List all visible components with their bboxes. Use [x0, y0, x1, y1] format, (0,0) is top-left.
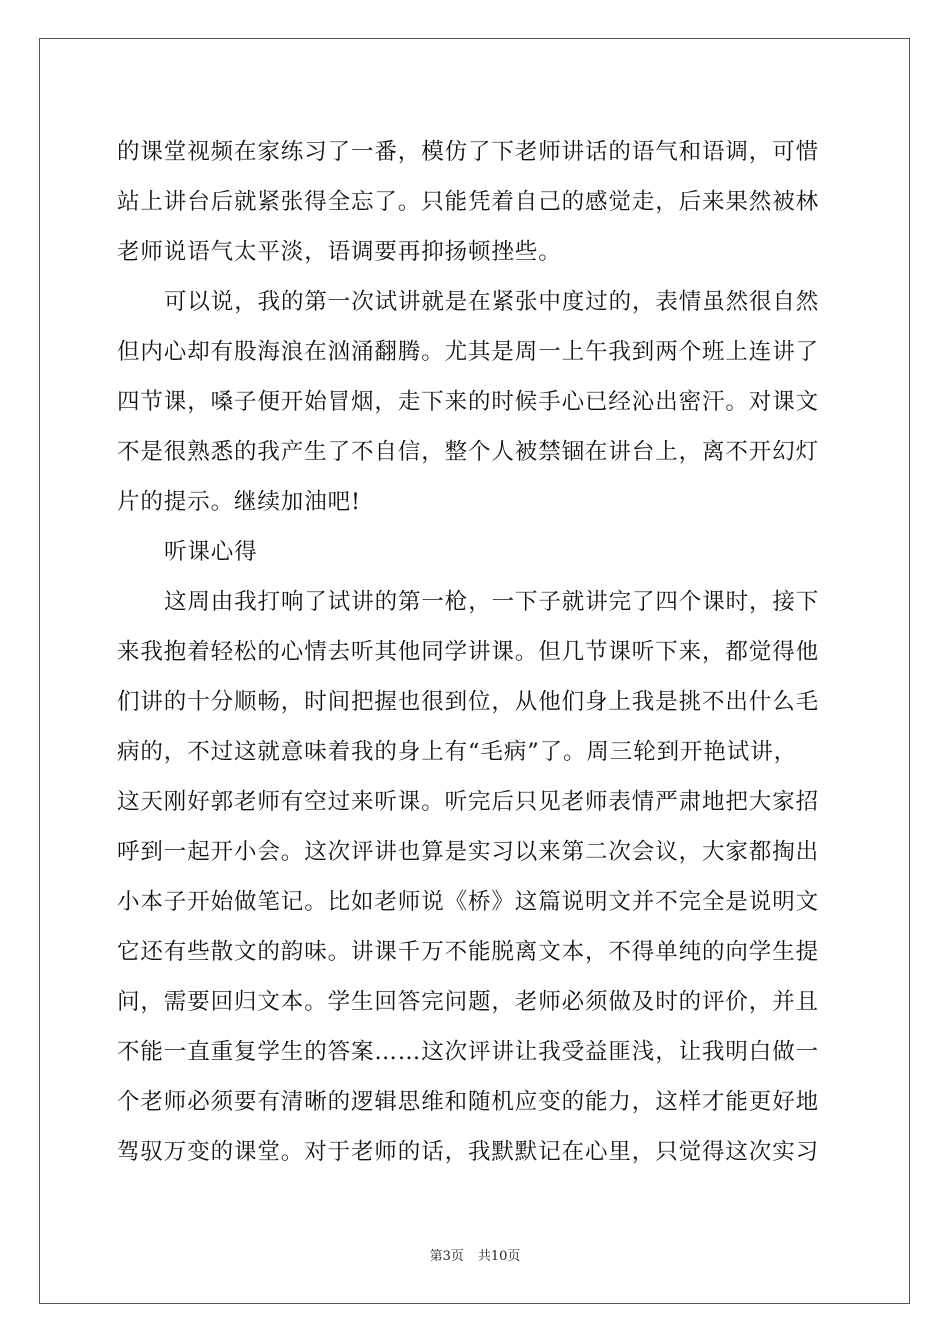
text-line-19: 不能一直重复学生的答案……这次评讲让我受益匪浅，让我明白做一 — [117, 1039, 820, 1065]
text-line-11: 来我抱着轻松的心情去听其他同学讲课。但几节课听下来，都觉得他 — [117, 639, 820, 665]
text-line-12: 们讲的十分顺畅，时间把握也很到位，从他们身上我是挑不出什么毛 — [117, 689, 820, 715]
text-line-21: 驾驭万变的课堂。对于老师的话，我默默记在心里，只觉得这次实习 — [117, 1139, 820, 1165]
text-line-8: 片的提示。继续加油吧! — [117, 489, 361, 515]
text-line-20: 个老师必须要有清晰的逻辑思维和随机应变的能力，这样才能更好地 — [117, 1089, 820, 1115]
text-line-1: 的课堂视频在家练习了一番，模仿了下老师讲话的语气和语调，可惜 — [117, 139, 820, 165]
text-line-18: 问，需要回归文本。学生回答完问题，老师必须做及时的评价，并且 — [117, 989, 820, 1015]
text-line-4: 可以说，我的第一次试讲就是在紧张中度过的，表情虽然很自然 — [164, 289, 820, 315]
text-line-3: 老师说语气太平淡，语调要再抑扬顿挫些。 — [117, 239, 562, 265]
text-line-7: 不是很熟悉的我产生了不自信，整个人被禁锢在讲台上，离不开幻灯 — [117, 439, 820, 465]
page-footer — [0, 1245, 950, 1264]
text-line-16: 小本子开始做笔记。比如老师说《桥》这篇说明文并不完全是说明文 — [117, 889, 820, 915]
text-line-13: 病的，不过这就意味着我的身上有“毛病”了。周三轮到开艳试讲， — [117, 739, 798, 765]
section-heading: 听课心得 — [164, 539, 258, 565]
page-total: 共10页 — [477, 1249, 521, 1264]
page-number: 第3页 — [429, 1249, 464, 1264]
text-line-17: 它还有些散文的韵味。讲课千万不能脱离文本，不得单纯的向学生提 — [117, 939, 820, 965]
text-line-2: 站上讲台后就紧张得全忘了。只能凭着自己的感觉走，后来果然被林 — [117, 189, 820, 215]
text-line-5: 但内心却有股海浪在汹涌翻腾。尤其是周一上午我到两个班上连讲了 — [117, 339, 820, 365]
text-line-14: 这天刚好郭老师有空过来听课。听完后只见老师表情严肃地把大家招 — [117, 789, 820, 815]
text-line-6: 四节课，嗓子便开始冒烟，走下来的时候手心已经沁出密汗。对课文 — [117, 389, 820, 415]
text-line-10: 这周由我打响了试讲的第一枪，一下子就讲完了四个课时，接下 — [164, 589, 820, 615]
text-line-15: 呼到一起开小会。这次评讲也算是实习以来第二次会议，大家都掏出 — [117, 839, 820, 865]
document-body — [117, 127, 837, 1177]
